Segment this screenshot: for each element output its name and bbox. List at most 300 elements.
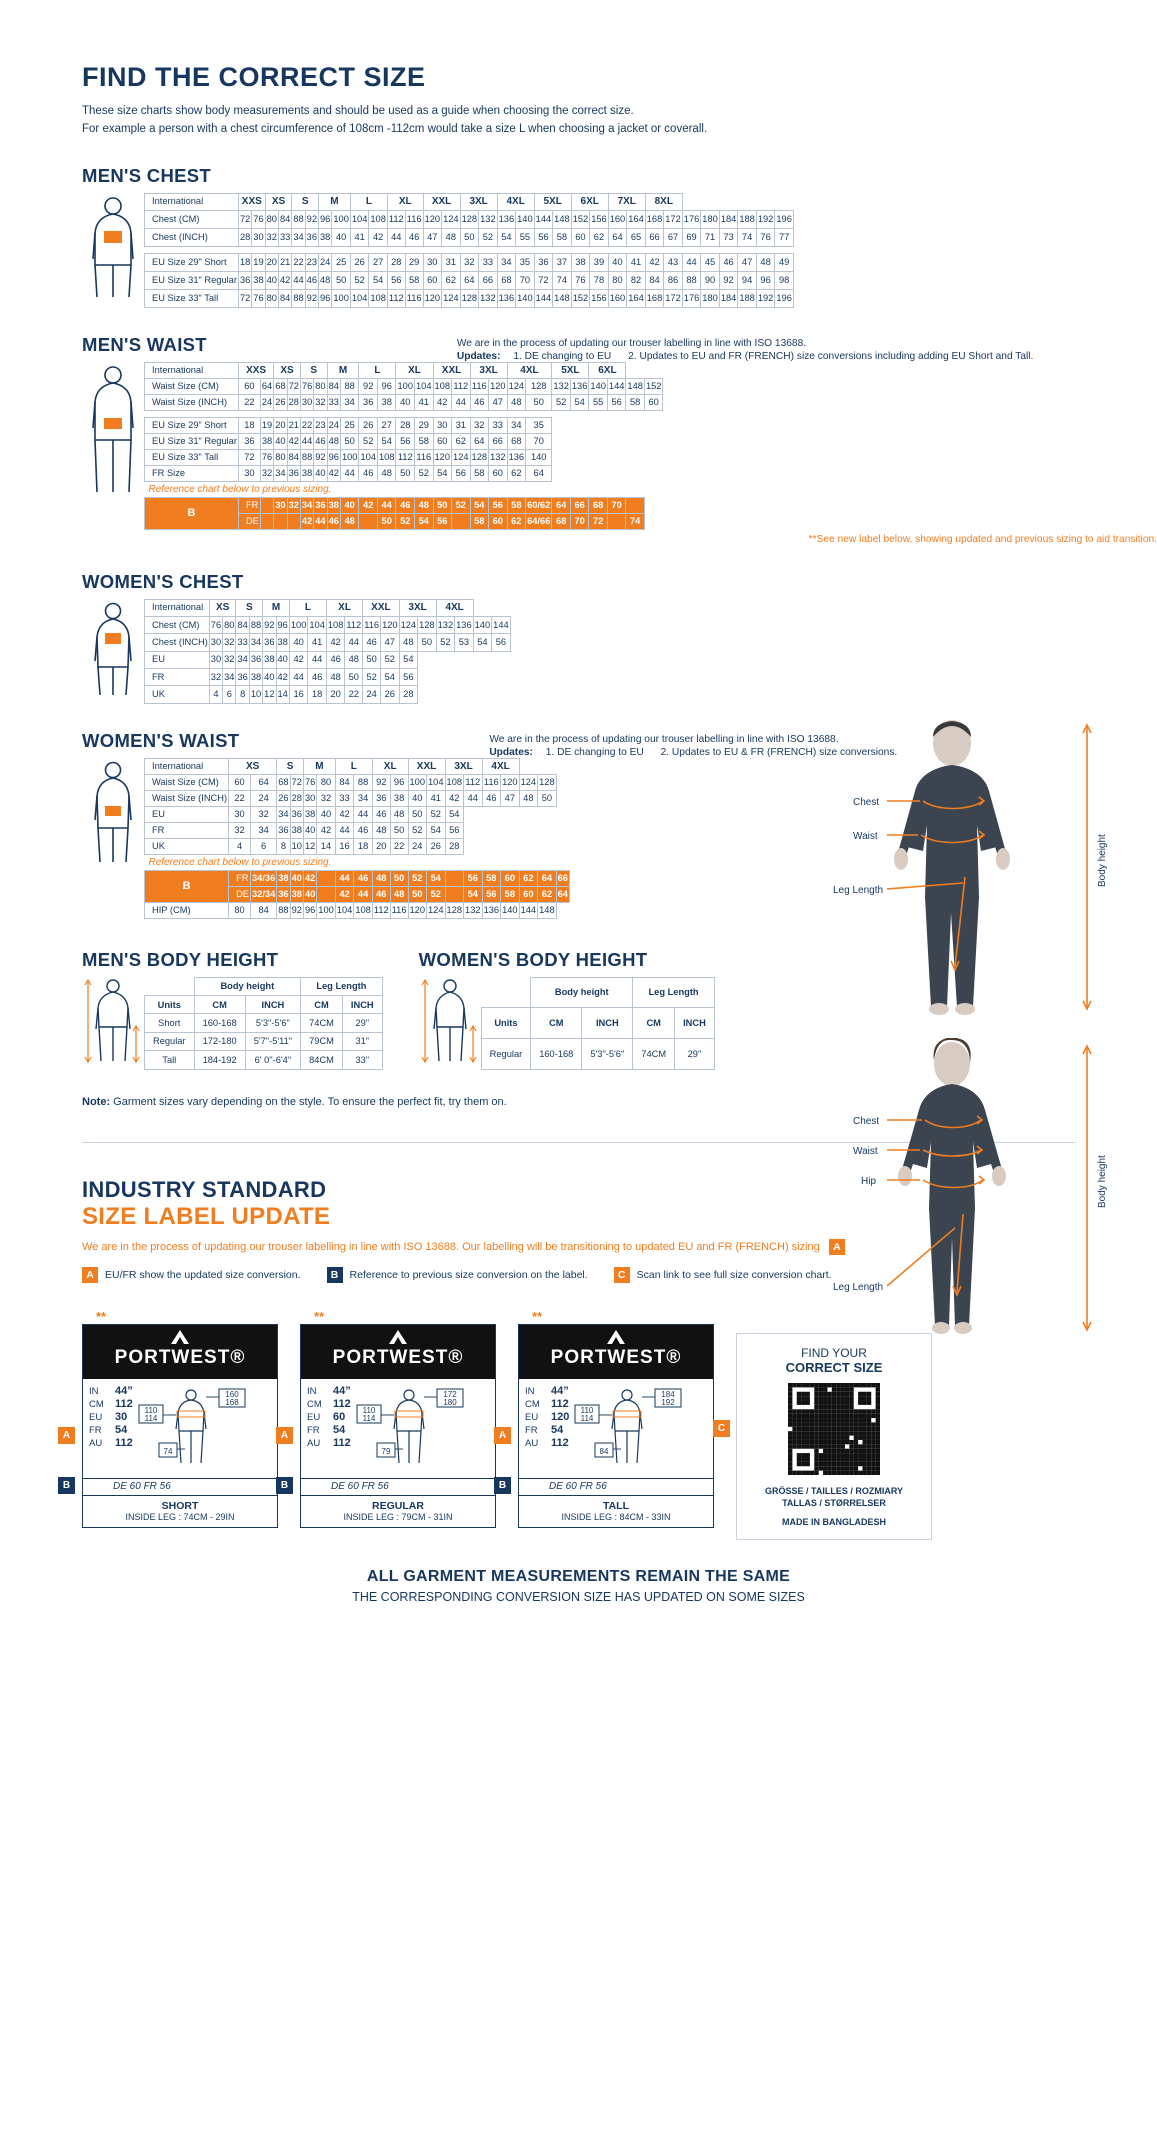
cell: 112 xyxy=(387,289,405,307)
cell: 52 xyxy=(359,433,378,449)
cell: 96 xyxy=(377,378,396,394)
cell: 32 xyxy=(265,229,278,247)
cell: 84 xyxy=(335,774,354,790)
cell: 74CM xyxy=(301,1014,343,1032)
cell: L xyxy=(359,362,396,378)
label-footer xyxy=(83,1495,277,1527)
mens-body-height-col xyxy=(82,923,383,1070)
cell: 88 xyxy=(354,774,373,790)
mens-waist-table xyxy=(144,362,663,530)
cell: 58 xyxy=(415,433,434,449)
row-label: EU Size 31" Regular xyxy=(145,272,239,290)
row-label: EU Size 33" Tall xyxy=(145,289,239,307)
cell: 38 xyxy=(571,254,590,272)
cell: 29 xyxy=(415,417,434,433)
cell: 54 xyxy=(433,465,452,481)
table-spacer xyxy=(145,246,794,254)
cell: 36 xyxy=(249,651,262,668)
page-title: FIND THE CORRECT SIZE xyxy=(82,62,426,92)
cell: 196 xyxy=(775,211,794,229)
made-in-text: MADE IN BANGLADESH xyxy=(781,1516,886,1527)
section-title-mens-chest: MEN'S CHEST xyxy=(82,164,211,186)
cell: 62 xyxy=(590,229,609,247)
cell: 70 xyxy=(516,272,535,290)
cell: 44 xyxy=(377,497,396,513)
cell: 74 xyxy=(626,513,645,529)
cell: 50 xyxy=(433,497,452,513)
cell: 34/36 xyxy=(251,870,277,886)
label-manikin-diagram xyxy=(351,1385,489,1476)
cell: 22 xyxy=(229,790,251,806)
cell: 25 xyxy=(340,417,359,433)
cell: 60 xyxy=(433,433,452,449)
cell: 19 xyxy=(260,417,273,433)
cell: 32 xyxy=(287,497,300,513)
cell: 72 xyxy=(287,378,300,394)
qr-title-1: FIND YOUR xyxy=(801,1345,867,1360)
cell: 104 xyxy=(350,211,369,229)
size-code-row-in xyxy=(525,1385,569,1398)
cell: 40 xyxy=(303,822,316,838)
cell: 42 xyxy=(317,822,336,838)
row-label: UK xyxy=(145,686,210,703)
cell: 64 xyxy=(538,870,557,886)
legend-text: Reference to previous size conversion on the label. xyxy=(349,1268,588,1281)
cell: 156 xyxy=(590,211,609,229)
cell: 26 xyxy=(359,417,378,433)
cell: 44 xyxy=(292,272,305,290)
industry-title-2: SIZE LABEL UPDATE xyxy=(82,1202,331,1230)
cell: 34 xyxy=(249,634,262,651)
cell: 66 xyxy=(479,272,498,290)
cell: 32 xyxy=(470,417,489,433)
code-value: 112 xyxy=(115,1397,133,1410)
cell: 76 xyxy=(260,449,273,465)
bh-units-row xyxy=(145,996,383,1014)
cell: 50 xyxy=(396,465,415,481)
row-label: EU Size 33" Tall xyxy=(145,449,239,465)
cell: 60 xyxy=(519,886,538,902)
cell: 136 xyxy=(482,902,501,918)
cell xyxy=(260,497,273,513)
cell: 62 xyxy=(519,870,538,886)
cell: 108 xyxy=(433,378,452,394)
legend-tag-a: A xyxy=(82,1267,98,1283)
cell: 32 xyxy=(223,634,236,651)
cell: 40 xyxy=(289,634,308,651)
cell: 42 xyxy=(359,497,378,513)
cell: 84 xyxy=(236,616,249,633)
cell: 27 xyxy=(369,254,388,272)
cell: 42 xyxy=(327,465,340,481)
cell: 44 xyxy=(464,790,483,806)
size-codes xyxy=(525,1385,569,1476)
table-row xyxy=(145,686,511,703)
cell: 84CM xyxy=(301,1051,343,1069)
cell: XL xyxy=(396,362,433,378)
cell: 22 xyxy=(390,838,408,854)
row-label: DE xyxy=(238,513,260,529)
svg-text:180: 180 xyxy=(443,1397,457,1407)
table-row xyxy=(145,822,570,838)
cell: 5XL xyxy=(552,362,589,378)
cell: 148 xyxy=(538,902,557,918)
cell: 32 xyxy=(223,651,236,668)
cell: 4 xyxy=(209,686,222,703)
cell: 172 xyxy=(664,289,683,307)
cell: 44 xyxy=(335,870,354,886)
cell: 6 xyxy=(223,686,236,703)
cell: 120 xyxy=(433,449,452,465)
womens-chest-block xyxy=(82,599,1157,704)
cell: 26 xyxy=(427,838,446,854)
cell: 140 xyxy=(526,449,552,465)
cell: 4XL xyxy=(436,599,473,616)
cell: 180 xyxy=(701,289,720,307)
cell: 104 xyxy=(308,616,327,633)
cell: 33" xyxy=(342,1051,382,1069)
code-key: IN xyxy=(525,1385,535,1397)
cell: 46 xyxy=(396,497,415,513)
size-chart-page xyxy=(0,62,1157,1644)
cell: 38 xyxy=(290,822,303,838)
cell: 38 xyxy=(377,394,396,410)
cell: 3XL xyxy=(445,758,482,774)
cell: L xyxy=(335,758,372,774)
cell: 60 xyxy=(501,870,520,886)
cell: 112 xyxy=(372,902,390,918)
cell: 132 xyxy=(436,616,455,633)
brand-name: PORTWEST® xyxy=(332,1346,464,1368)
cell: 42 xyxy=(335,806,354,822)
cell: 104 xyxy=(335,902,354,918)
svg-text:160: 160 xyxy=(225,1389,239,1399)
cell: 44 xyxy=(335,822,354,838)
svg-text:192: 192 xyxy=(661,1397,676,1407)
cell: 112 xyxy=(387,211,405,229)
svg-text:74: 74 xyxy=(163,1446,173,1456)
cell: XS xyxy=(209,599,236,616)
cell: 100 xyxy=(289,616,308,633)
cell: 42 xyxy=(445,790,464,806)
table-row xyxy=(145,790,570,806)
cell: 144 xyxy=(519,902,538,918)
cell: M xyxy=(303,758,335,774)
cell: 68 xyxy=(274,378,287,394)
row-label: DE xyxy=(229,886,251,902)
size-code-row-eu xyxy=(89,1411,133,1424)
code-key: FR xyxy=(525,1424,538,1436)
cell: 24 xyxy=(363,686,381,703)
cell: 60/62 xyxy=(526,497,552,513)
cell: 116 xyxy=(415,449,434,465)
cell: 34 xyxy=(354,790,373,806)
cell: 43 xyxy=(664,254,683,272)
badge-b: B xyxy=(145,497,239,529)
size-code-row-fr xyxy=(89,1424,133,1437)
cell: 36 xyxy=(236,668,249,685)
row-label: FR xyxy=(145,668,210,685)
cell: 35 xyxy=(516,254,535,272)
table-row xyxy=(145,449,663,465)
section-title-mens-body-height: MEN'S BODY HEIGHT xyxy=(82,948,279,970)
cell: 74 xyxy=(738,229,757,247)
cell: 33 xyxy=(278,229,291,247)
code-key: AU xyxy=(307,1437,321,1449)
cell: 3XL xyxy=(399,599,436,616)
cell: 46 xyxy=(372,806,390,822)
cell: S xyxy=(300,362,327,378)
table-row xyxy=(145,465,663,481)
size-code-row-eu xyxy=(525,1411,569,1424)
row-label: EU Size 29" Short xyxy=(145,417,239,433)
cell: 36 xyxy=(314,497,327,513)
cell: 54 xyxy=(415,513,434,529)
cell: 52 xyxy=(408,822,427,838)
cell: 48 xyxy=(519,790,538,806)
cell: 54 xyxy=(473,634,492,651)
cell: 116 xyxy=(363,616,381,633)
cell: 68 xyxy=(277,774,290,790)
cell: 46 xyxy=(405,229,423,247)
cell: 96 xyxy=(276,616,289,633)
cell: 44 xyxy=(345,634,363,651)
cell: Leg Length xyxy=(301,977,383,995)
cell: 92 xyxy=(305,211,318,229)
cell: 192 xyxy=(756,211,775,229)
cell: 100 xyxy=(317,902,336,918)
qr-languages-text: GRÖSSE / TAILLES / ROZMIARY TALLAS / STØRRELSER xyxy=(764,1485,903,1508)
cell: 54 xyxy=(570,394,589,410)
cell: 44 xyxy=(308,651,327,668)
cell: 37 xyxy=(553,254,572,272)
cell: 136 xyxy=(455,616,474,633)
cell: 140 xyxy=(516,289,535,307)
cell: 124 xyxy=(442,289,461,307)
cell: 84 xyxy=(287,449,300,465)
cell: 172-180 xyxy=(194,1032,245,1050)
cell: 26 xyxy=(381,686,400,703)
cell: 49 xyxy=(775,254,794,272)
cell: 20 xyxy=(326,686,345,703)
cell: 14 xyxy=(276,686,289,703)
cell: 92 xyxy=(290,902,303,918)
cell: 26 xyxy=(350,254,369,272)
asterisk-marker: ** xyxy=(532,1308,543,1324)
cell: 48 xyxy=(390,886,408,902)
cell: 56 xyxy=(482,886,501,902)
cell: 42 xyxy=(645,254,664,272)
cell: 168 xyxy=(645,211,664,229)
cell: 92 xyxy=(719,272,738,290)
cell: 30 xyxy=(229,806,251,822)
label-leg-length-male: Leg Length xyxy=(833,885,884,896)
cell: 100 xyxy=(396,378,415,394)
table-row xyxy=(145,378,663,394)
cell: 136 xyxy=(570,378,589,394)
cell: 20 xyxy=(265,254,278,272)
cell: 124 xyxy=(519,774,538,790)
cell: 100 xyxy=(340,449,359,465)
svg-text:114: 114 xyxy=(580,1413,594,1423)
code-value: 54 xyxy=(115,1423,128,1436)
cell: 164 xyxy=(627,211,646,229)
code-key: AU xyxy=(89,1437,103,1449)
cell: 16 xyxy=(335,838,354,854)
cell: 80 xyxy=(265,211,278,229)
cell: 48 xyxy=(390,806,408,822)
cell: 196 xyxy=(775,289,794,307)
cell: 40 xyxy=(332,229,351,247)
cell: 176 xyxy=(682,211,701,229)
cell: 24 xyxy=(327,417,340,433)
cell: 3XL xyxy=(470,362,507,378)
cell: 108 xyxy=(445,774,464,790)
bh-header-group xyxy=(481,977,714,1008)
cell xyxy=(317,886,336,902)
cell: 120 xyxy=(423,211,442,229)
cell: 40 xyxy=(314,465,327,481)
cell: 68 xyxy=(507,433,526,449)
industry-title-1: INDUSTRY STANDARD xyxy=(82,1176,327,1202)
portwest-logo-icon xyxy=(169,1329,191,1345)
qr-code-icon[interactable] xyxy=(788,1383,880,1475)
cell: 52 xyxy=(363,668,381,685)
cell: 120 xyxy=(489,378,508,394)
cell: 64 xyxy=(608,229,627,247)
cell: 34 xyxy=(340,394,359,410)
size-code-row-in xyxy=(89,1385,133,1398)
cell: 50 xyxy=(340,433,359,449)
cell: 104 xyxy=(427,774,446,790)
cell: 132 xyxy=(552,378,571,394)
cell: CM xyxy=(633,1008,675,1039)
cell: 184-192 xyxy=(194,1051,245,1069)
cell xyxy=(445,870,464,886)
cell: 70 xyxy=(526,433,552,449)
cell: XXS xyxy=(238,362,273,378)
cell: 40 xyxy=(263,668,276,685)
cell: 48 xyxy=(326,668,345,685)
cell: 52 xyxy=(396,513,415,529)
cell xyxy=(287,513,300,529)
cell: 108 xyxy=(369,289,388,307)
table-row xyxy=(145,272,794,290)
cell: 64 xyxy=(552,497,571,513)
cell: 71 xyxy=(701,229,720,247)
table-row xyxy=(145,229,794,247)
cell: 33 xyxy=(327,394,340,410)
asterisk-marker: ** xyxy=(96,1308,107,1324)
cell: 56 xyxy=(489,497,508,513)
garment-label xyxy=(518,1324,714,1528)
cell: 104 xyxy=(415,378,434,394)
brand-header xyxy=(301,1325,495,1379)
table-row xyxy=(145,394,663,410)
cell: 54 xyxy=(369,272,388,290)
table-header-row xyxy=(145,193,794,211)
cell: 84 xyxy=(645,272,664,290)
legend-item-a xyxy=(82,1267,301,1283)
cell: 124 xyxy=(452,449,471,465)
cell: 28 xyxy=(387,254,405,272)
cell: 48 xyxy=(327,433,340,449)
cell: 64 xyxy=(470,433,489,449)
cell: 38 xyxy=(260,433,273,449)
label-body xyxy=(519,1379,713,1478)
row-label: Chest (CM) xyxy=(145,616,210,633)
label-chest-male: Chest xyxy=(853,797,880,808)
section-title-womens-chest: WOMEN'S CHEST xyxy=(82,570,244,592)
cell: 156 xyxy=(590,289,609,307)
cell: 67 xyxy=(664,229,683,247)
cell: 38 xyxy=(276,634,289,651)
cell: 7XL xyxy=(608,193,645,211)
cell: 48 xyxy=(319,272,332,290)
cell: 28 xyxy=(445,838,464,854)
cell: 100 xyxy=(408,774,427,790)
cell: 5'3"-5'6" xyxy=(582,1038,633,1069)
code-value: 112 xyxy=(551,1397,569,1410)
cell: 52 xyxy=(552,394,571,410)
cell: CM xyxy=(531,1008,582,1039)
cell: 108 xyxy=(377,449,396,465)
cell: 55 xyxy=(516,229,535,247)
row-label: Waist Size (CM) xyxy=(145,774,229,790)
cell: 72 xyxy=(238,289,251,307)
cell: 72 xyxy=(238,449,260,465)
size-codes xyxy=(307,1385,351,1476)
cell: 56 xyxy=(534,229,553,247)
cell: 48 xyxy=(756,254,775,272)
cell: 48 xyxy=(372,822,390,838)
cell: 66 xyxy=(645,229,664,247)
cell: 50 xyxy=(418,634,437,651)
cell: 58 xyxy=(482,870,501,886)
cell: 42 xyxy=(287,433,300,449)
cell: 128 xyxy=(460,211,479,229)
cell: 104 xyxy=(359,449,378,465)
cell: 42 xyxy=(289,651,308,668)
cell: 28 xyxy=(399,686,418,703)
model-illustrations xyxy=(787,717,1117,1343)
cell: XL xyxy=(326,599,362,616)
cell: 44 xyxy=(314,513,327,529)
spacer-cell xyxy=(481,977,531,1008)
cell: 3XL xyxy=(460,193,497,211)
cell: 36 xyxy=(238,433,260,449)
cell: 140 xyxy=(501,902,520,918)
cell: 73 xyxy=(719,229,738,247)
size-code-row-in xyxy=(307,1385,351,1398)
cell: 30 xyxy=(303,790,316,806)
size-code-row-fr xyxy=(307,1424,351,1437)
cell: 88 xyxy=(277,902,290,918)
cell: 38 xyxy=(390,790,408,806)
cell: 32 xyxy=(314,394,327,410)
cell: 116 xyxy=(470,378,489,394)
cell: 172 xyxy=(664,211,683,229)
cell: Leg Length xyxy=(633,977,715,1008)
cell: 120 xyxy=(501,774,520,790)
cell: 40 xyxy=(340,497,359,513)
cell: 72 xyxy=(290,774,303,790)
cell: Units xyxy=(481,1008,531,1039)
cell: 80 xyxy=(229,902,251,918)
cell: XS xyxy=(265,193,292,211)
cell: 62 xyxy=(452,433,471,449)
cell: 34 xyxy=(251,822,277,838)
